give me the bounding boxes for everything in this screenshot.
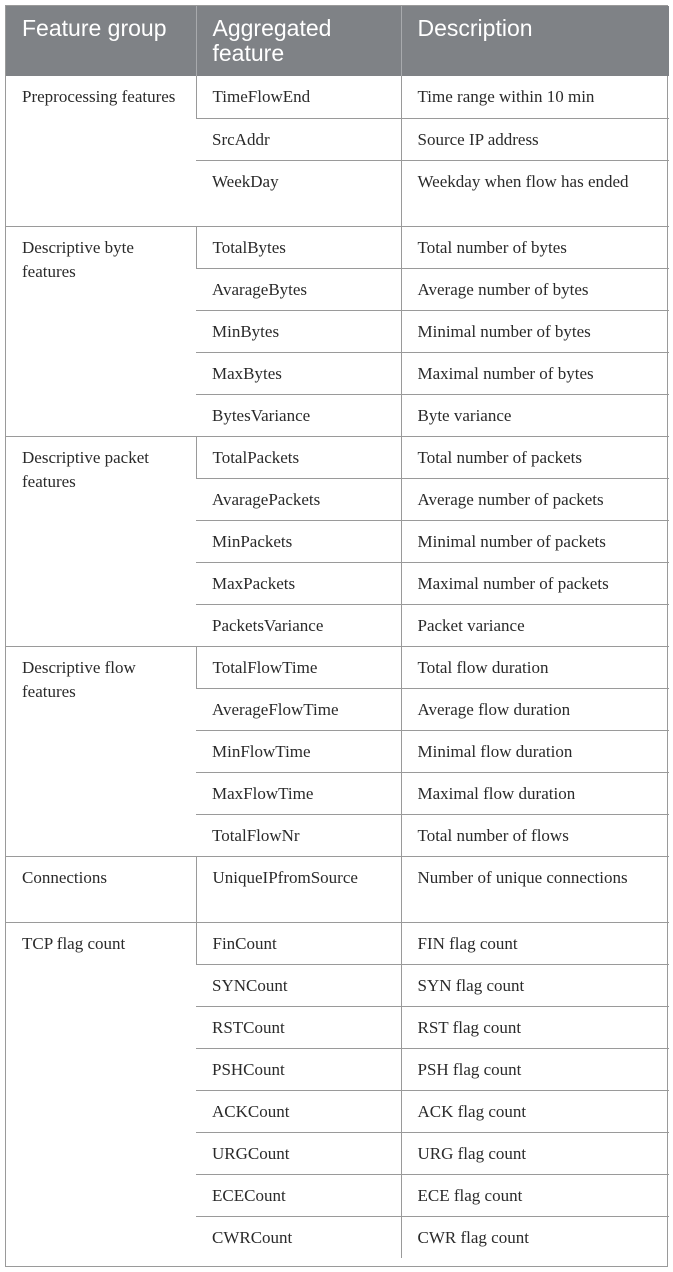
table-row bbox=[6, 226, 669, 268]
description-cell: Average flow duration bbox=[401, 688, 669, 730]
aggregated-feature-cell: TotalFlowTime bbox=[196, 646, 401, 688]
feature-group-cell: TCP flag count bbox=[6, 922, 196, 1258]
aggregated-feature-cell: AverageFlowTime bbox=[196, 688, 401, 730]
description-cell: Minimal flow duration bbox=[401, 730, 669, 772]
aggregated-feature-cell: URGCount bbox=[196, 1132, 401, 1174]
table-row bbox=[6, 922, 669, 964]
feature-group-cell: Connections bbox=[6, 856, 196, 922]
aggregated-feature-cell: TotalPackets bbox=[196, 436, 401, 478]
aggregated-feature-cell: RSTCount bbox=[196, 1006, 401, 1048]
table-row bbox=[6, 76, 669, 118]
aggregated-feature-cell: PSHCount bbox=[196, 1048, 401, 1090]
description-cell: SYN flag count bbox=[401, 964, 669, 1006]
aggregated-feature-cell: TotalFlowNr bbox=[196, 814, 401, 856]
aggregated-feature-cell: ECECount bbox=[196, 1174, 401, 1216]
description-cell: PSH flag count bbox=[401, 1048, 669, 1090]
aggregated-feature-cell: ACKCount bbox=[196, 1090, 401, 1132]
description-cell: ACK flag count bbox=[401, 1090, 669, 1132]
description-cell: Maximal number of packets bbox=[401, 562, 669, 604]
description-cell: Average number of bytes bbox=[401, 268, 669, 310]
description-cell: CWR flag count bbox=[401, 1216, 669, 1258]
aggregated-feature-cell: MinBytes bbox=[196, 310, 401, 352]
feature-group-cell: Preprocessing features bbox=[22, 87, 176, 106]
aggregated-feature-cell: MaxPackets bbox=[196, 562, 401, 604]
aggregated-feature-cell: UniqueIPfromSource bbox=[196, 856, 401, 922]
description-cell: Total flow duration bbox=[401, 646, 669, 688]
table-row bbox=[6, 856, 669, 922]
description-cell: Byte variance bbox=[401, 394, 669, 436]
aggregated-feature-cell: TotalBytes bbox=[196, 226, 401, 268]
description-cell: Total number of flows bbox=[401, 814, 669, 856]
description-cell: Minimal number of bytes bbox=[401, 310, 669, 352]
aggregated-feature-cell: MinFlowTime bbox=[196, 730, 401, 772]
description-cell: RST flag count bbox=[401, 1006, 669, 1048]
description-cell: Number of unique connections bbox=[401, 856, 669, 922]
feature-group-cell: Descriptive byte features bbox=[6, 226, 196, 436]
table-row bbox=[6, 436, 669, 478]
table-header bbox=[6, 6, 669, 76]
aggregated-feature-cell: TimeFlowEnd bbox=[196, 76, 401, 118]
feature-group-cell: Descriptive packet features bbox=[6, 436, 196, 646]
aggregated-feature-cell: SrcAddr bbox=[196, 118, 401, 160]
description-cell: Total number of packets bbox=[401, 436, 669, 478]
description-cell: Weekday when flow has ended bbox=[401, 160, 669, 226]
description-cell: Time range within 10 min bbox=[401, 76, 669, 118]
description-cell: Maximal flow duration bbox=[401, 772, 669, 814]
aggregated-feature-cell: PacketsVariance bbox=[196, 604, 401, 646]
aggregated-feature-cell: WeekDay bbox=[196, 160, 401, 226]
aggregated-feature-cell: SYNCount bbox=[196, 964, 401, 1006]
header-description: Description bbox=[401, 6, 669, 76]
description-cell: Average number of packets bbox=[401, 478, 669, 520]
header-row bbox=[6, 6, 669, 76]
header-feature-group: Feature group bbox=[6, 6, 196, 76]
header-aggregated-feature: Aggregated feature bbox=[196, 6, 401, 76]
feature-table-container bbox=[5, 5, 668, 1267]
description-cell: Minimal number of packets bbox=[401, 520, 669, 562]
description-cell: Maximal number of bytes bbox=[401, 352, 669, 394]
description-cell: Total number of bytes bbox=[401, 226, 669, 268]
table-row bbox=[6, 646, 669, 688]
description-cell: FIN flag count bbox=[401, 922, 669, 964]
aggregated-feature-cell: AvarageBytes bbox=[196, 268, 401, 310]
aggregated-feature-cell: CWRCount bbox=[196, 1216, 401, 1258]
aggregated-feature-cell: BytesVariance bbox=[196, 394, 401, 436]
aggregated-feature-cell: MaxFlowTime bbox=[196, 772, 401, 814]
feature-table bbox=[6, 6, 669, 1258]
table-body bbox=[6, 76, 669, 1258]
aggregated-feature-cell: MinPackets bbox=[196, 520, 401, 562]
aggregated-feature-cell: MaxBytes bbox=[196, 352, 401, 394]
description-cell: ECE flag count bbox=[401, 1174, 669, 1216]
description-cell: Source IP address bbox=[401, 118, 669, 160]
feature-group-cell: Descriptive flow features bbox=[6, 646, 196, 856]
aggregated-feature-cell: FinCount bbox=[196, 922, 401, 964]
description-cell: Packet variance bbox=[401, 604, 669, 646]
description-cell: URG flag count bbox=[401, 1132, 669, 1174]
aggregated-feature-cell: AvaragePackets bbox=[196, 478, 401, 520]
